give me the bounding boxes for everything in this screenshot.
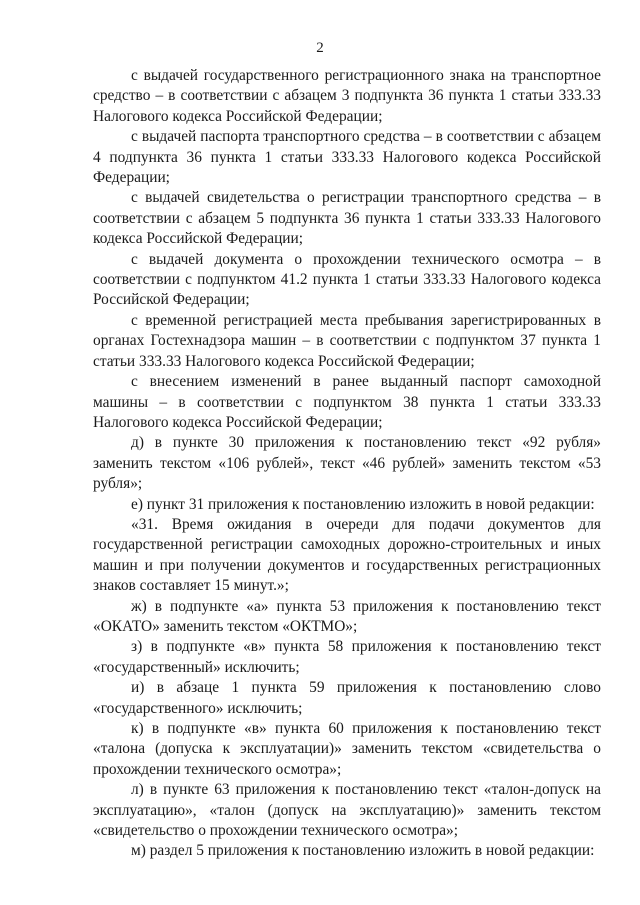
paragraph: с внесением изменений в ранее выданный паспорт самоходной машины – в соответствии с подпунктом 38 пункта 1 статьи 333.33 Налогового кодекса Российской Федерации; — [93, 373, 601, 431]
paragraph: д) в пункте 30 приложения к постановлению текст «92 рубля» заменить текстом «106 рублей», текст «46 рублей» заменить текстом «53 рубля»; — [93, 434, 601, 493]
paragraph: с выдачей паспорта транспортного средства – в соответствии с абзацем 4 подпункта 36 пункта 1 статьи 333.33 Налогового кодекса Российской Федерации; — [93, 128, 601, 187]
page-number: 2 — [316, 40, 324, 56]
paragraph: с выдачей государственного регистрационного знака на транспортное средство – в соответствии с абзацем 3 подпункта 36 пункта 1 статьи 333.33 Налогового кодекса Российской Федерации; — [93, 67, 601, 125]
paragraph: ж) в подпункте «а» пункта 53 приложения к постановлению текст «ОКАТО» заменить текстом «ОКТМО»; — [93, 597, 601, 635]
paragraph: и) в абзаце 1 пункта 59 приложения к постановлению слово «государственного» исключить; — [93, 679, 601, 717]
paragraph: с выдачей свидетельства о регистрации транспортного средства – в соответствии с абзацем 5 подпункта 36 пункта 1 статьи 333.33 Налогового кодекса Российской Федерации; — [93, 189, 601, 248]
paragraph: «31. Время ожидания в очереди для подачи документов для государственной регистрации самоходных дорожно-строительных и иных машин и при получении документов и государственных регистрационных знаков составляет 15 минут.»; — [93, 515, 601, 595]
paragraph: с выдачей документа о прохождении технического осмотра – в соответствии с подпунктом 41.2 пункта 1 статьи 333.33 Налогового кодекса Российской Федерации; — [93, 250, 601, 309]
paragraph: м) раздел 5 приложения к постановлению изложить в новой редакции: — [131, 842, 595, 860]
paragraph: с временной регистрацией места пребывания зарегистрированных в органах Гостехнадзора машин – в соответствии с подпунктом 37 пункта 1 статьи 333.33 Налогового кодекса Российской Федерации; — [93, 311, 601, 370]
paragraph: л) в пункте 63 приложения к постановлению текст «талон-допуск на эксплуатацию», «талон (допуск на эксплуатацию)» заменить текстом «свидетельство о прохождении технического осмотра»; — [93, 781, 601, 840]
paragraph: е) пункт 31 приложения к постановлению изложить в новой редакции: — [131, 495, 595, 513]
document-body — [93, 66, 601, 862]
paragraph: к) в подпункте «в» пункта 60 приложения к постановлению текст «талона (допуска к эксплуатации)» заменить текстом «свидетельства о прохождении технического осмотра»; — [93, 720, 601, 778]
paragraph: з) в подпункте «в» пункта 58 приложения к постановлению текст «государственный» исключить; — [93, 638, 601, 676]
